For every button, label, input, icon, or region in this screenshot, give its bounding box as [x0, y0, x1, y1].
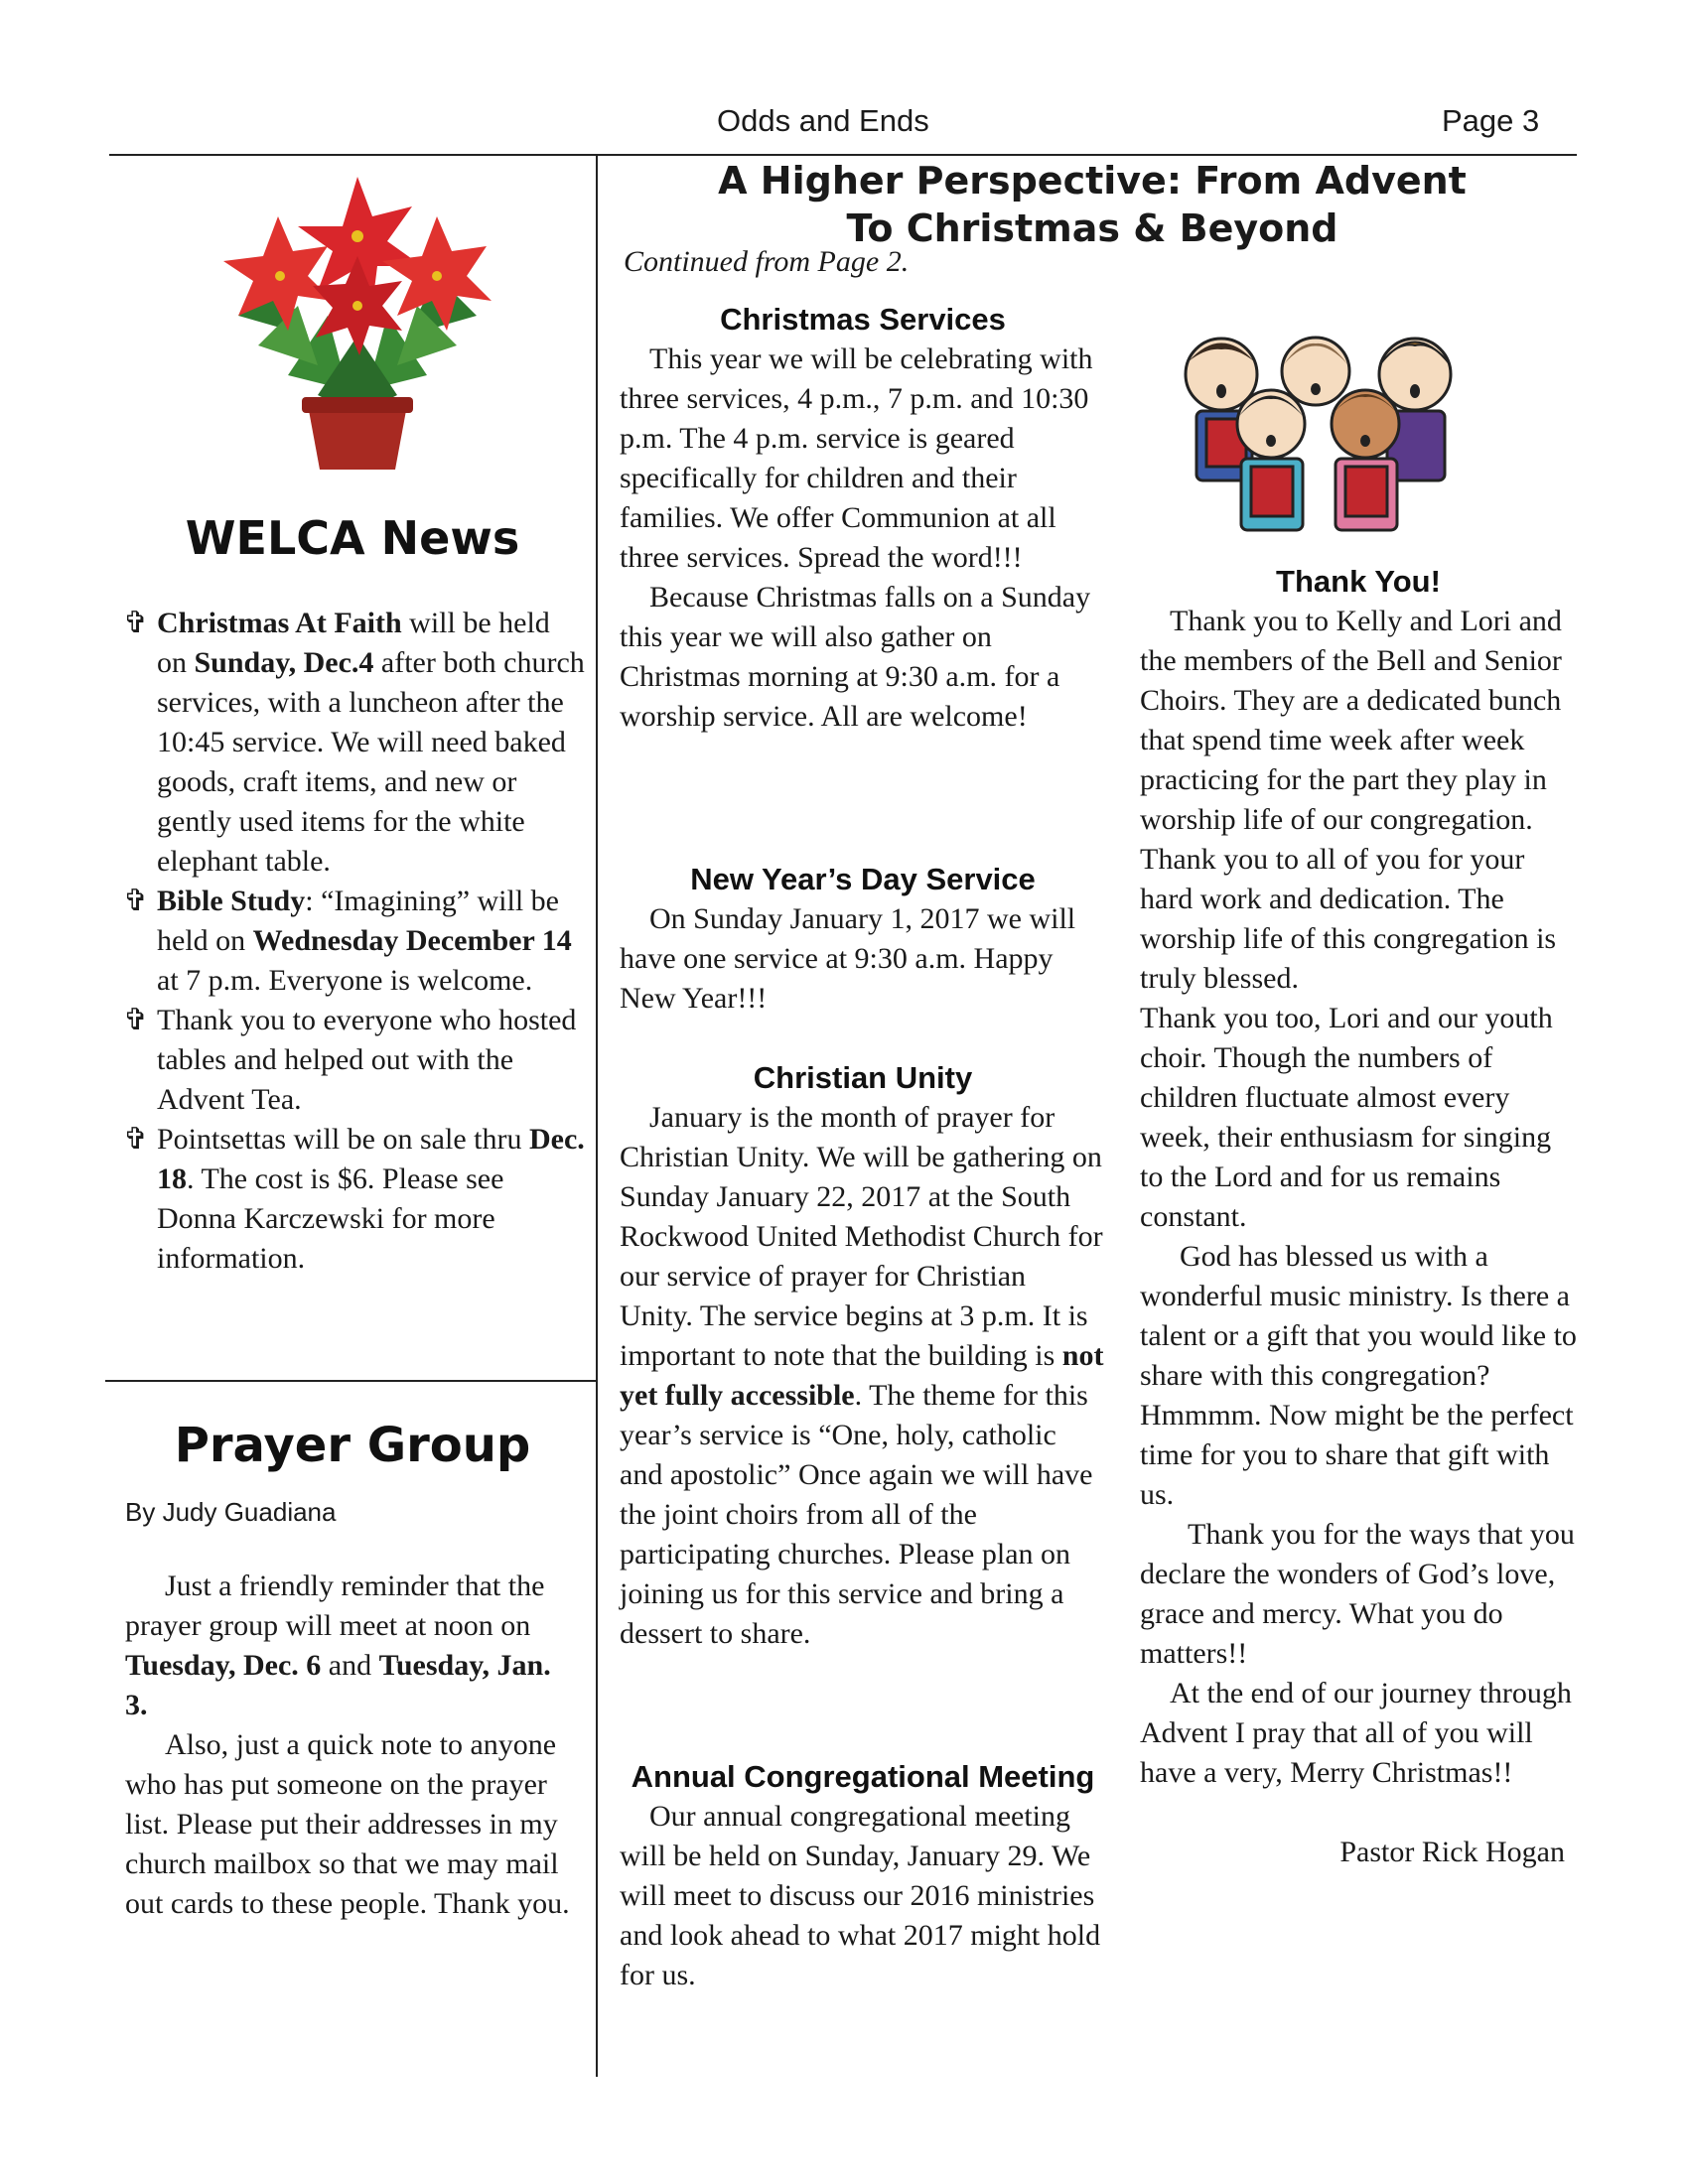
flower-center [352, 301, 362, 311]
prayer-group-author: By Judy Guadiana [125, 1497, 337, 1527]
list-item [119, 604, 586, 882]
list-item [119, 882, 586, 1001]
header-rule [109, 154, 1577, 156]
child-singer [1332, 390, 1399, 530]
item-text: Thank you to everyone who hosted tables and helped out with the Advent Tea. [157, 1004, 577, 1116]
item-text: will be held on [157, 607, 550, 679]
section-divider [105, 1380, 596, 1382]
item-bold: Dec. 18 [157, 1123, 585, 1195]
paragraph: At the end of our journey through Advent I pray that all of you will have a very, Merry Christmas!! [1140, 1677, 1572, 1789]
section-heading: Thank You! [1276, 564, 1441, 599]
poinsettia-illustration [199, 167, 516, 475]
list-item [119, 1120, 586, 1279]
flower-group [223, 177, 492, 355]
flower-center [352, 230, 363, 242]
flower-center [275, 271, 285, 281]
page-number: Page 3 [1442, 103, 1540, 138]
paragraph: God has blessed us with a wonderful music ministry. Is there a talent or a gift that you would like to share with this congregation? Hmmmm. Now might be the perfect time for you to share that gift with us. [1140, 1240, 1577, 1511]
article-title [616, 157, 1569, 252]
section-heading: New Year’s Day Service [690, 862, 1036, 896]
section-heading: Annual Congregational Meeting [631, 1759, 1095, 1794]
choir-illustration [1167, 320, 1470, 536]
article-title-line: To Christmas & Beyond [846, 206, 1338, 250]
cross-icon: ✞ [123, 1003, 149, 1037]
cross-icon: ✞ [123, 1122, 149, 1157]
paragraph: Thank you to Kelly and Lori and the members of the Bell and Senior Choirs. They are a dedicated bunch that spend time week after week practicing for the part they play in worship life of our congregation. Thank you to all of you for your hard work and dedication. The worship life of this congregation is truly blessed. [1140, 605, 1562, 995]
flower-center [432, 271, 442, 281]
cross-icon: ✞ [123, 606, 149, 640]
flower-pot [302, 397, 413, 470]
welca-title: WELCA News [185, 511, 520, 565]
christmas-services-section [620, 300, 1106, 737]
annual-meeting-section [620, 1757, 1106, 1995]
signature: Pastor Rick Hogan [1339, 1836, 1565, 1868]
continued-note: Continued from Page 2. [624, 245, 910, 278]
thank-you-section [1140, 562, 1577, 1872]
christian-unity-section [620, 1058, 1106, 1654]
welca-list [119, 604, 586, 1279]
section-title: Odds and Ends [717, 103, 929, 138]
section-heading: Christian Unity [753, 1060, 973, 1095]
paragraph: Thank you too, Lori and our youth choir. Though the numbers of children fluctuate almost every week, their enthusiasm for singing to the Lord and for us remains constant. [1140, 1002, 1553, 1233]
item-bold: Christmas At Faith [157, 607, 402, 639]
item-text: . The cost is $6. Please see Donna Karczewski for more information. [157, 1162, 504, 1275]
paragraph: On Sunday January 1, 2017 we will have one service at 9:30 a.m. Happy New Year!!! [620, 902, 1076, 1015]
item-bold: Sunday, Dec.4 [194, 646, 374, 679]
section-heading: Christmas Services [720, 302, 1006, 337]
cross-icon: ✞ [123, 884, 149, 918]
prayer-group-body [125, 1567, 572, 1924]
paragraph: This year we will be celebrating with three services, 4 p.m., 7 p.m. and 10:30 p.m. The 4 p.m. service is geared specifically for children and their families. We offer Communion at all three services. Spread the word!!! [620, 342, 1093, 574]
child-singer [1237, 390, 1305, 530]
item-bold: Bible Study [157, 885, 306, 917]
item-text: Pointsettas will be on sale thru [157, 1123, 529, 1156]
item-text: at 7 p.m. Everyone is welcome. [157, 964, 533, 997]
item-text: : “Imagining” will be held on [157, 885, 559, 957]
article-title-line: A Higher Perspective: From Advent [718, 159, 1467, 203]
item-bold: Wednesday December 14 [252, 924, 572, 957]
new-year-section [620, 860, 1106, 1019]
paragraph: Also, just a quick note to anyone who has put someone on the prayer list. Please put their addresses in my church mailbox so that we may mail out cards to these people. Thank you. [125, 1728, 570, 1920]
paragraph: January is the month of prayer for Christian Unity. We will be gathering on Sunday January 22, 2017 at the South Rockwood United Methodist Church for our service of prayer for Christian Unity. The service begins at 3 p.m. It is important to note that the building is not yet fully accessible. The theme for this year’s service is “One, holy, catholic and apostolic” Once again we will have the joint choirs from all of the participating churches. Please plan on joining us for this service and bring a dessert to share. [620, 1101, 1104, 1650]
paragraph: Thank you for the ways that you declare the wonders of God’s love, grace and mercy. What you do matters!! [1140, 1518, 1575, 1670]
paragraph: Because Christmas falls on a Sunday this year we will also gather on Christmas morning at 9:30 a.m. for a worship service. All are welcome! [620, 581, 1091, 733]
paragraph: Just a friendly reminder that the prayer group will meet at noon on Tuesday, Dec. 6 and Tuesday, Jan. 3. [125, 1570, 551, 1721]
child-singer [1282, 338, 1349, 405]
list-item [119, 1001, 586, 1120]
item-text: after both church services, with a luncheon after the 10:45 service. We will need baked goods, craft items, and new or gently used items for the white elephant table. [157, 646, 585, 878]
paragraph: Our annual congregational meeting will be held on Sunday, January 29. We will meet to discuss our 2016 ministries and look ahead to what 2017 might hold for us. [620, 1800, 1101, 1991]
column-divider [596, 156, 598, 2077]
prayer-group-title: Prayer Group [174, 1418, 531, 1473]
